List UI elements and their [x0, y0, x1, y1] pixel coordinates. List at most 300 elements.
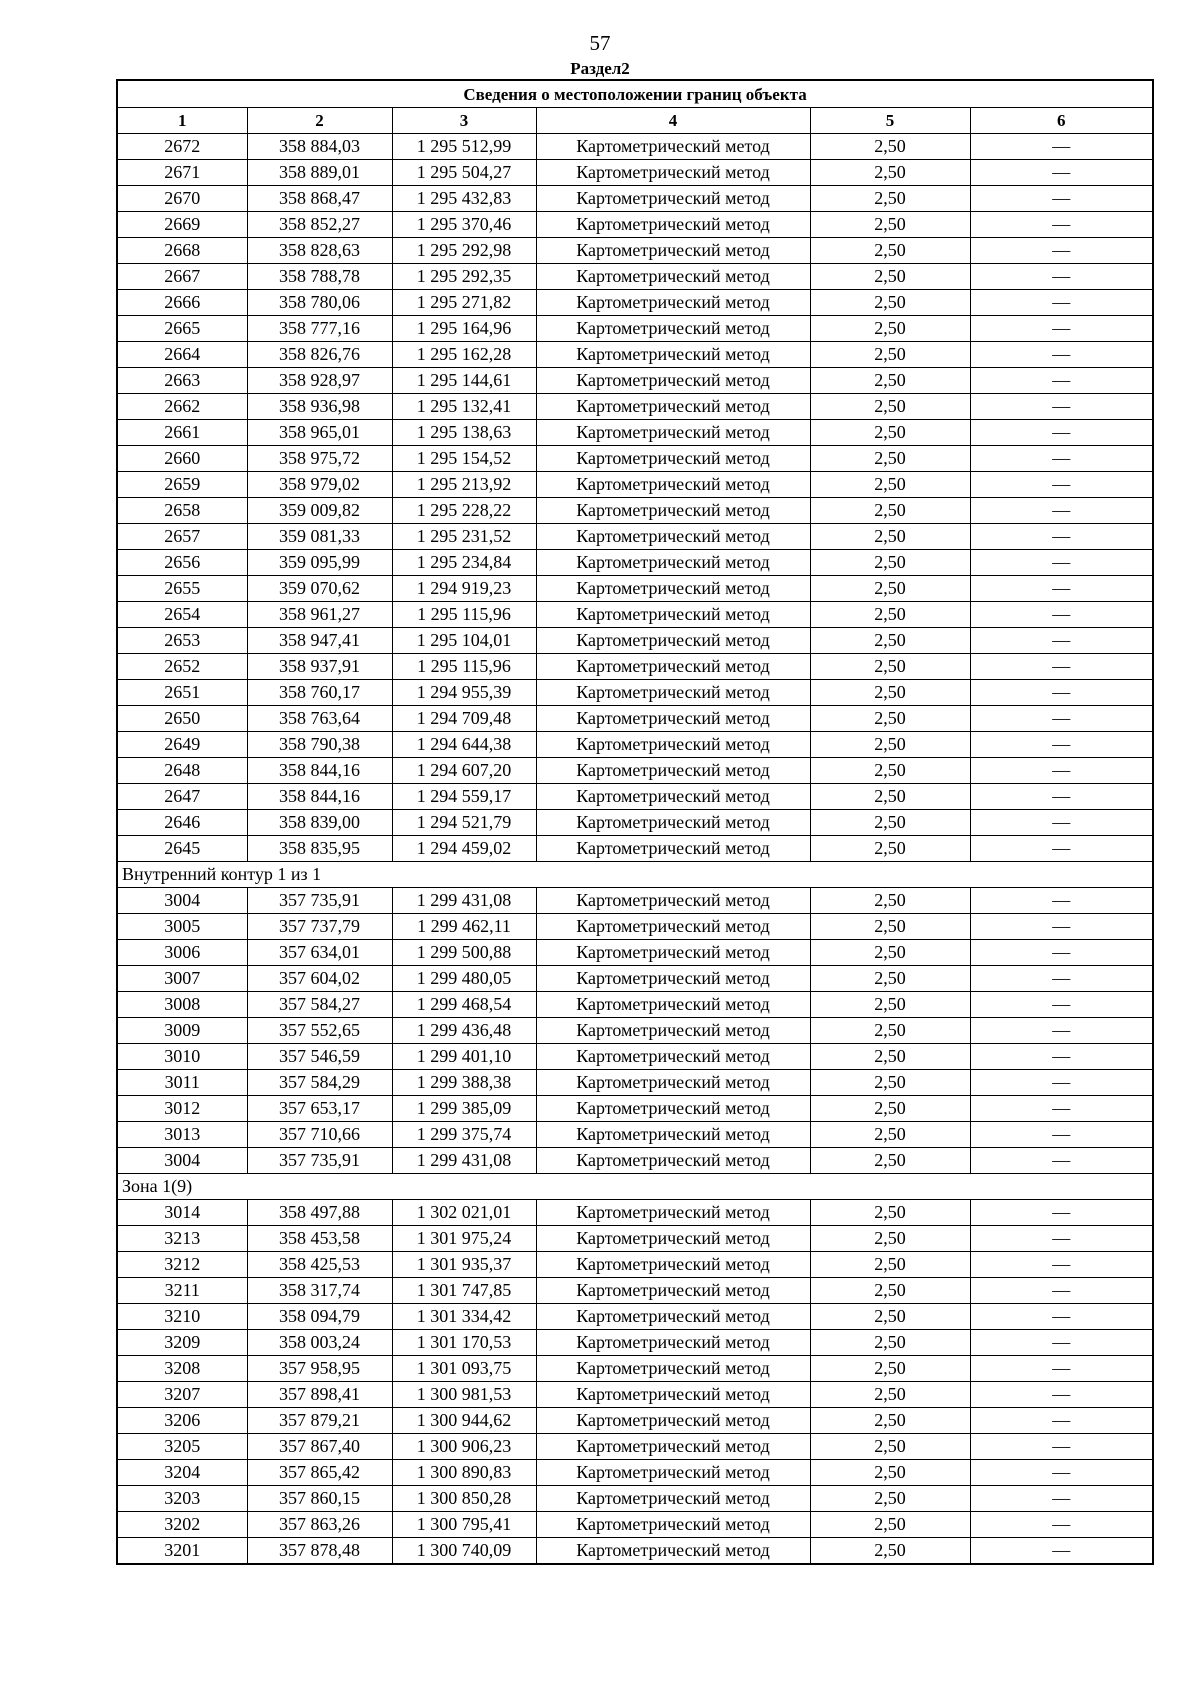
table-cell: 1 300 850,28	[392, 1486, 536, 1512]
table-row	[117, 576, 1153, 602]
table-cell: Картометрический метод	[536, 1148, 810, 1174]
table-cell: —	[970, 550, 1153, 576]
table-cell: Картометрический метод	[536, 758, 810, 784]
table-row	[117, 368, 1153, 394]
table-cell: 1 295 162,28	[392, 342, 536, 368]
table-cell: 2,50	[810, 966, 970, 992]
table-cell: 358 094,79	[247, 1304, 392, 1330]
table-row	[117, 1486, 1153, 1512]
table-cell: 1 295 164,96	[392, 316, 536, 342]
table-row	[117, 940, 1153, 966]
table-cell: Картометрический метод	[536, 940, 810, 966]
table-cell: —	[970, 1512, 1153, 1538]
table-cell: —	[970, 1538, 1153, 1565]
table-row	[117, 1408, 1153, 1434]
table-row	[117, 914, 1153, 940]
table-cell: 1 295 292,35	[392, 264, 536, 290]
table-cell: 3208	[117, 1356, 247, 1382]
table-row	[117, 1148, 1153, 1174]
table-row	[117, 160, 1153, 186]
table-cell: 2,50	[810, 238, 970, 264]
table-cell: 358 828,63	[247, 238, 392, 264]
table-cell: 3014	[117, 1200, 247, 1226]
table-row	[117, 1512, 1153, 1538]
table-cell: 1 295 154,52	[392, 446, 536, 472]
table-cell: 358 788,78	[247, 264, 392, 290]
table-cell: —	[970, 966, 1153, 992]
table-cell: —	[970, 836, 1153, 862]
table-cell: —	[970, 368, 1153, 394]
table-row	[117, 1330, 1153, 1356]
table-cell: 3213	[117, 1226, 247, 1252]
table-cell: 2654	[117, 602, 247, 628]
table-cell: 1 295 115,96	[392, 602, 536, 628]
table-cell: —	[970, 1226, 1153, 1252]
table-cell: Картометрический метод	[536, 524, 810, 550]
table-cell: 2,50	[810, 472, 970, 498]
table-cell: Картометрический метод	[536, 1252, 810, 1278]
table-cell: 1 294 709,48	[392, 706, 536, 732]
table-cell: Картометрический метод	[536, 1096, 810, 1122]
table-cell: 2,50	[810, 1226, 970, 1252]
table-cell: Картометрический метод	[536, 1122, 810, 1148]
table-cell: 2,50	[810, 1304, 970, 1330]
table-cell: 2,50	[810, 1330, 970, 1356]
table-cell: 358 889,01	[247, 160, 392, 186]
column-header: 1	[117, 108, 247, 134]
table-row	[117, 1304, 1153, 1330]
table-cell: 1 295 271,82	[392, 290, 536, 316]
table-cell: 1 299 462,11	[392, 914, 536, 940]
table-cell: Картометрический метод	[536, 784, 810, 810]
table-cell: 2,50	[810, 186, 970, 212]
table-cell: —	[970, 1200, 1153, 1226]
table-cell: 2,50	[810, 420, 970, 446]
table-cell: 2,50	[810, 940, 970, 966]
table-cell: —	[970, 1070, 1153, 1096]
table-cell: 2,50	[810, 680, 970, 706]
table-cell: 358 868,47	[247, 186, 392, 212]
table-cell: —	[970, 992, 1153, 1018]
table-cell: 1 299 431,08	[392, 1148, 536, 1174]
table-row	[117, 1252, 1153, 1278]
table-cell: 1 295 213,92	[392, 472, 536, 498]
table-cell: Картометрический метод	[536, 914, 810, 940]
table-cell: Картометрический метод	[536, 368, 810, 394]
table-row	[117, 238, 1153, 264]
boundary-table	[116, 79, 1154, 1565]
table-cell: Картометрический метод	[536, 680, 810, 706]
table-cell: 358 947,41	[247, 628, 392, 654]
table-cell: 2,50	[810, 368, 970, 394]
table-cell: 3202	[117, 1512, 247, 1538]
table-cell: 357 898,41	[247, 1382, 392, 1408]
table-row	[117, 1070, 1153, 1096]
table-cell: 357 735,91	[247, 1148, 392, 1174]
table-cell: —	[970, 758, 1153, 784]
group-label-row	[117, 862, 1153, 888]
table-cell: 358 839,00	[247, 810, 392, 836]
table-cell: —	[970, 1096, 1153, 1122]
table-cell: 2669	[117, 212, 247, 238]
table-cell: Картометрический метод	[536, 446, 810, 472]
group-label-row	[117, 1174, 1153, 1200]
table-cell: 358 928,97	[247, 368, 392, 394]
table-cell: 2,50	[810, 1044, 970, 1070]
table-row	[117, 1226, 1153, 1252]
table-cell: 2,50	[810, 1512, 970, 1538]
table-cell: Картометрический метод	[536, 1460, 810, 1486]
table-cell: —	[970, 680, 1153, 706]
table-cell: —	[970, 576, 1153, 602]
table-row	[117, 524, 1153, 550]
table-cell: 2,50	[810, 134, 970, 160]
table-cell: —	[970, 420, 1153, 446]
table-cell: —	[970, 1122, 1153, 1148]
table-cell: 2671	[117, 160, 247, 186]
table-row	[117, 758, 1153, 784]
table-cell: 358 777,16	[247, 316, 392, 342]
table-cell: 357 958,95	[247, 1356, 392, 1382]
table-cell: 1 300 795,41	[392, 1512, 536, 1538]
column-header-row	[117, 108, 1153, 134]
table-cell: Картометрический метод	[536, 1330, 810, 1356]
table-cell: 3005	[117, 914, 247, 940]
table-cell: Картометрический метод	[536, 810, 810, 836]
table-row	[117, 732, 1153, 758]
table-row	[117, 1538, 1153, 1565]
table-row	[117, 472, 1153, 498]
table-cell: 358 884,03	[247, 134, 392, 160]
table-cell: 3206	[117, 1408, 247, 1434]
table-cell: 358 003,24	[247, 1330, 392, 1356]
table-cell: 357 634,01	[247, 940, 392, 966]
table-cell: 2,50	[810, 888, 970, 914]
table-cell: 358 780,06	[247, 290, 392, 316]
table-cell: 2,50	[810, 992, 970, 1018]
table-cell: —	[970, 1044, 1153, 1070]
table-cell: 3205	[117, 1434, 247, 1460]
table-caption: Сведения о местоположении границ объекта	[117, 80, 1153, 108]
table-cell: 3207	[117, 1382, 247, 1408]
table-cell: —	[970, 290, 1153, 316]
table-cell: 1 299 500,88	[392, 940, 536, 966]
table-cell: 1 295 115,96	[392, 654, 536, 680]
table-cell: 3201	[117, 1538, 247, 1565]
table-cell: —	[970, 186, 1153, 212]
table-cell: 357 878,48	[247, 1538, 392, 1565]
table-row	[117, 1044, 1153, 1070]
table-cell: 359 095,99	[247, 550, 392, 576]
table-cell: Картометрический метод	[536, 966, 810, 992]
table-cell: 1 299 401,10	[392, 1044, 536, 1070]
table-cell: 358 965,01	[247, 420, 392, 446]
table-cell: 1 294 644,38	[392, 732, 536, 758]
table-cell: Картометрический метод	[536, 134, 810, 160]
table-cell: 2,50	[810, 1538, 970, 1565]
table-cell: 2668	[117, 238, 247, 264]
table-cell: 2,50	[810, 1382, 970, 1408]
table-cell: 1 301 334,42	[392, 1304, 536, 1330]
table-cell: 2665	[117, 316, 247, 342]
table-cell: Картометрический метод	[536, 1538, 810, 1565]
table-cell: 2657	[117, 524, 247, 550]
table-cell: —	[970, 472, 1153, 498]
table-cell: 2,50	[810, 264, 970, 290]
table-cell: 2,50	[810, 1460, 970, 1486]
table-cell: Картометрический метод	[536, 1018, 810, 1044]
table-cell: —	[970, 654, 1153, 680]
table-cell: 1 295 512,99	[392, 134, 536, 160]
table-cell: —	[970, 1018, 1153, 1044]
table-cell: 2648	[117, 758, 247, 784]
table-cell: —	[970, 1304, 1153, 1330]
table-cell: 2666	[117, 290, 247, 316]
table-cell: 1 299 375,74	[392, 1122, 536, 1148]
table-cell: 357 735,91	[247, 888, 392, 914]
table-row	[117, 628, 1153, 654]
table-cell: —	[970, 784, 1153, 810]
table-cell: Картометрический метод	[536, 212, 810, 238]
table-cell: 1 301 747,85	[392, 1278, 536, 1304]
table-cell: 3004	[117, 888, 247, 914]
table-cell: —	[970, 1382, 1153, 1408]
table-cell: Картометрический метод	[536, 1200, 810, 1226]
table-cell: 2670	[117, 186, 247, 212]
table-cell: 359 009,82	[247, 498, 392, 524]
table-row	[117, 1382, 1153, 1408]
table-cell: Картометрический метод	[536, 602, 810, 628]
table-cell: 2,50	[810, 1278, 970, 1304]
table-cell: 3013	[117, 1122, 247, 1148]
table-cell: —	[970, 1408, 1153, 1434]
column-header: 6	[970, 108, 1153, 134]
table-cell: 1 294 459,02	[392, 836, 536, 862]
table-cell: —	[970, 238, 1153, 264]
table-cell: 2,50	[810, 498, 970, 524]
table-cell: 358 760,17	[247, 680, 392, 706]
table-cell: —	[970, 888, 1153, 914]
column-header: 3	[392, 108, 536, 134]
table-row	[117, 498, 1153, 524]
table-cell: 2662	[117, 394, 247, 420]
table-cell: 357 879,21	[247, 1408, 392, 1434]
table-cell: 3204	[117, 1460, 247, 1486]
table-cell: 2,50	[810, 810, 970, 836]
table-body	[117, 134, 1153, 1565]
table-cell: 358 975,72	[247, 446, 392, 472]
table-cell: 1 294 955,39	[392, 680, 536, 706]
table-cell: 2,50	[810, 576, 970, 602]
table-row	[117, 888, 1153, 914]
table-cell: 357 604,02	[247, 966, 392, 992]
table-cell: 1 300 981,53	[392, 1382, 536, 1408]
table-cell: Картометрический метод	[536, 342, 810, 368]
table-cell: 2,50	[810, 1018, 970, 1044]
table-cell: —	[970, 264, 1153, 290]
table-cell: 358 453,58	[247, 1226, 392, 1252]
table-row	[117, 1096, 1153, 1122]
table-cell: Картометрический метод	[536, 420, 810, 446]
table-cell: 358 852,27	[247, 212, 392, 238]
table-cell: —	[970, 160, 1153, 186]
table-row	[117, 446, 1153, 472]
table-cell: 358 763,64	[247, 706, 392, 732]
table-cell: 358 497,88	[247, 1200, 392, 1226]
table-cell: 3004	[117, 1148, 247, 1174]
table-cell: 1 295 234,84	[392, 550, 536, 576]
table-cell: 357 584,27	[247, 992, 392, 1018]
table-cell: 358 425,53	[247, 1252, 392, 1278]
table-cell: Картометрический метод	[536, 1304, 810, 1330]
table-cell: —	[970, 914, 1153, 940]
table-cell: 2,50	[810, 1486, 970, 1512]
table-cell: —	[970, 940, 1153, 966]
table-cell: 2672	[117, 134, 247, 160]
table-cell: Картометрический метод	[536, 160, 810, 186]
table-cell: —	[970, 1356, 1153, 1382]
table-cell: 357 653,17	[247, 1096, 392, 1122]
table-cell: —	[970, 1252, 1153, 1278]
table-cell: 2659	[117, 472, 247, 498]
table-row	[117, 602, 1153, 628]
table-cell: Картометрический метод	[536, 628, 810, 654]
table-cell: 2,50	[810, 914, 970, 940]
table-row	[117, 420, 1153, 446]
table-cell: 2,50	[810, 1070, 970, 1096]
table-cell: —	[970, 1460, 1153, 1486]
table-row	[117, 1018, 1153, 1044]
table-cell: 1 299 468,54	[392, 992, 536, 1018]
table-row	[117, 394, 1153, 420]
table-cell: 2652	[117, 654, 247, 680]
table-cell: —	[970, 1330, 1153, 1356]
table-cell: 2,50	[810, 1434, 970, 1460]
table-cell: 2663	[117, 368, 247, 394]
table-cell: 358 790,38	[247, 732, 392, 758]
table-cell: 357 867,40	[247, 1434, 392, 1460]
table-cell: Картометрический метод	[536, 238, 810, 264]
table-cell: 359 081,33	[247, 524, 392, 550]
table-cell: Картометрический метод	[536, 290, 810, 316]
table-cell: 2,50	[810, 706, 970, 732]
table-cell: 1 295 138,63	[392, 420, 536, 446]
table-cell: 2,50	[810, 836, 970, 862]
table-cell: 1 299 388,38	[392, 1070, 536, 1096]
table-cell: 357 710,66	[247, 1122, 392, 1148]
table-row	[117, 654, 1153, 680]
table-cell: 1 295 144,61	[392, 368, 536, 394]
table-cell: 2646	[117, 810, 247, 836]
table-cell: 3212	[117, 1252, 247, 1278]
table-cell: 358 961,27	[247, 602, 392, 628]
table-row	[117, 810, 1153, 836]
table-cell: 1 295 432,83	[392, 186, 536, 212]
table-cell: 2,50	[810, 1408, 970, 1434]
table-cell: Картометрический метод	[536, 394, 810, 420]
table-cell: 2,50	[810, 628, 970, 654]
table-cell: 1 299 431,08	[392, 888, 536, 914]
table-cell: 2,50	[810, 446, 970, 472]
table-cell: 2661	[117, 420, 247, 446]
table-cell: 3007	[117, 966, 247, 992]
table-cell: 2,50	[810, 316, 970, 342]
table-cell: 3203	[117, 1486, 247, 1512]
table-cell: 2,50	[810, 654, 970, 680]
table-cell: 2,50	[810, 394, 970, 420]
table-row	[117, 784, 1153, 810]
table-row	[117, 836, 1153, 862]
table-cell: 2,50	[810, 784, 970, 810]
table-cell: —	[970, 628, 1153, 654]
table-cell: —	[970, 524, 1153, 550]
table-cell: Картометрический метод	[536, 1486, 810, 1512]
table-row	[117, 1200, 1153, 1226]
table-cell: 2645	[117, 836, 247, 862]
group-label: Внутренний контур 1 из 1	[117, 862, 1153, 888]
table-row	[117, 290, 1153, 316]
table-cell: Картометрический метод	[536, 264, 810, 290]
table-row	[117, 1434, 1153, 1460]
table-cell: 358 844,16	[247, 784, 392, 810]
table-cell: 2,50	[810, 524, 970, 550]
table-cell: Картометрический метод	[536, 1226, 810, 1252]
table-cell: 357 863,26	[247, 1512, 392, 1538]
table-row	[117, 966, 1153, 992]
table-cell: 1 295 228,22	[392, 498, 536, 524]
table-cell: 2,50	[810, 212, 970, 238]
table-cell: 1 294 521,79	[392, 810, 536, 836]
group-label: Зона 1(9)	[117, 1174, 1153, 1200]
table-row	[117, 706, 1153, 732]
table-cell: 2656	[117, 550, 247, 576]
table-cell: Картометрический метод	[536, 1044, 810, 1070]
table-cell: 359 070,62	[247, 576, 392, 602]
table-row	[117, 342, 1153, 368]
table-cell: 357 546,59	[247, 1044, 392, 1070]
table-cell: 1 300 906,23	[392, 1434, 536, 1460]
table-cell: Картометрический метод	[536, 992, 810, 1018]
table-cell: 2,50	[810, 1122, 970, 1148]
table-row	[117, 134, 1153, 160]
table-cell: 3010	[117, 1044, 247, 1070]
table-cell: 1 301 170,53	[392, 1330, 536, 1356]
table-cell: —	[970, 1148, 1153, 1174]
table-cell: —	[970, 732, 1153, 758]
table-cell: 2,50	[810, 1356, 970, 1382]
table-cell: 1 294 559,17	[392, 784, 536, 810]
section-title: Раздел2	[570, 59, 630, 78]
table-cell: —	[970, 394, 1153, 420]
table-cell: 3006	[117, 940, 247, 966]
table-cell: —	[970, 134, 1153, 160]
table-cell: 358 936,98	[247, 394, 392, 420]
table-cell: 2660	[117, 446, 247, 472]
table-cell: 1 299 480,05	[392, 966, 536, 992]
table-cell: Картометрический метод	[536, 888, 810, 914]
table-cell: 358 835,95	[247, 836, 392, 862]
table-cell: 3211	[117, 1278, 247, 1304]
table-cell: 1 301 935,37	[392, 1252, 536, 1278]
table-row	[117, 680, 1153, 706]
table-cell: —	[970, 810, 1153, 836]
table-cell: Картометрический метод	[536, 550, 810, 576]
table-cell: Картометрический метод	[536, 1278, 810, 1304]
table-cell: 1 301 093,75	[392, 1356, 536, 1382]
table-cell: 358 317,74	[247, 1278, 392, 1304]
table-row	[117, 550, 1153, 576]
table-cell: 1 295 132,41	[392, 394, 536, 420]
